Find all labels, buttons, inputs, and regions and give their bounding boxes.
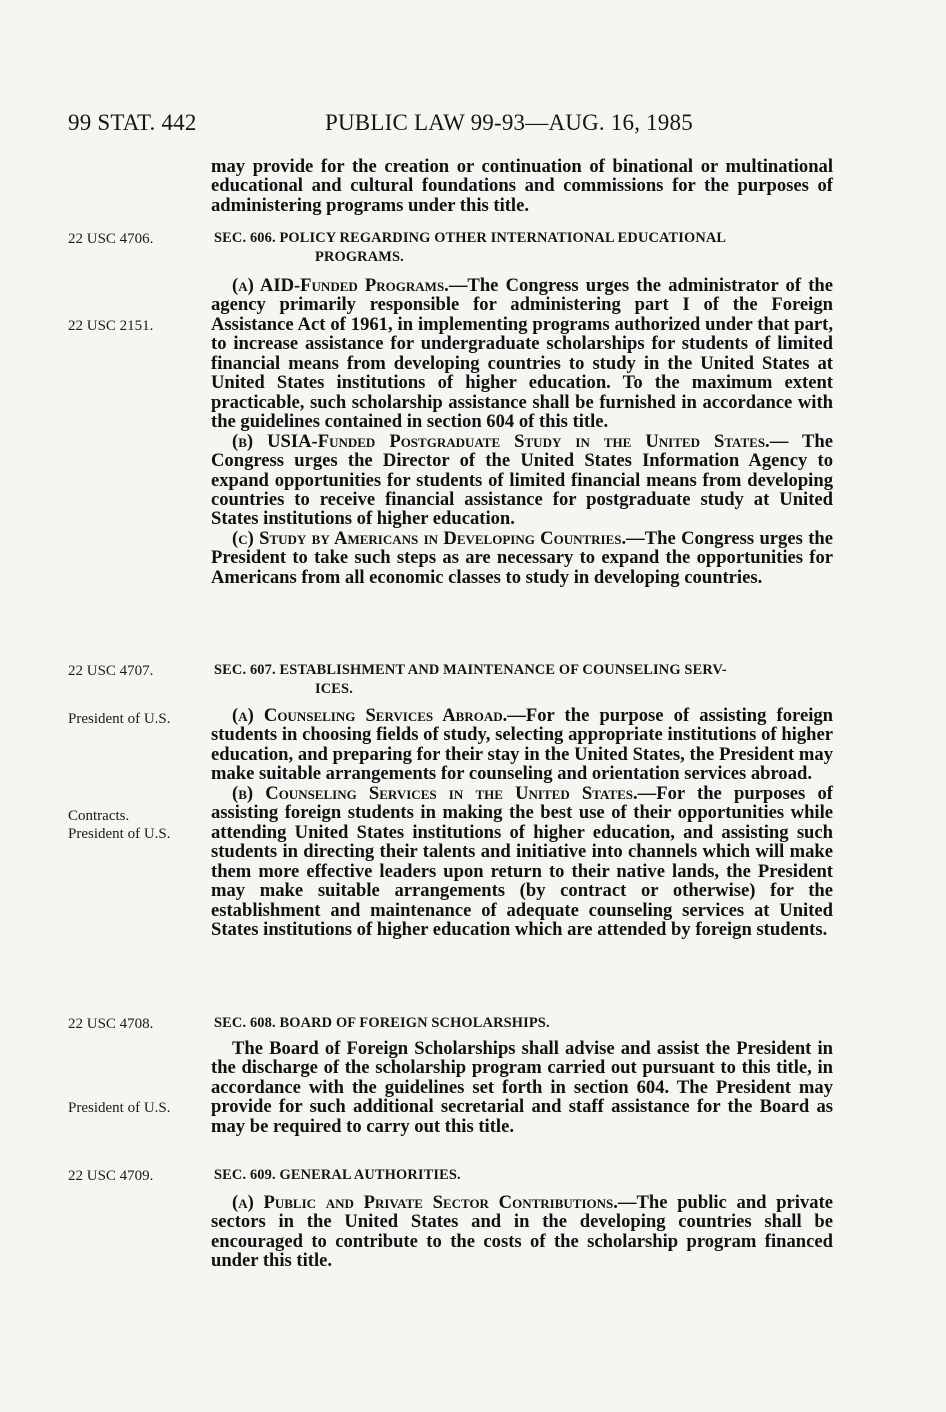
section-606-a [211,276,833,432]
section-607-b-label: (b) Counseling Services in the United States. [232,782,638,804]
stat-page-number: 99 STAT. 442 [68,110,197,135]
section-606-c-label: (c) Study by Americans in Developing Countries. [232,527,627,549]
section-606-heading-line2: PROGRAMS. [315,249,404,265]
margin-note-president-2: President of U.S. [68,826,171,842]
margin-note-usc-4706: 22 USC 4706. [68,231,154,247]
margin-note-contracts: Contracts. [68,808,130,824]
margin-note-usc-4707: 22 USC 4707. [68,663,154,679]
section-609-a-label: (a) Public and Private Sector Contributions. [232,1192,618,1213]
section-608-text: The Board of Foreign Scholarships shall advise and assist the President in the discharge of the scholarship program carried out pursuant to this title, in accordance with the guidelines set forth in section 604. The President may provide for such additional secretarial and staff assistance for the Board as may be required to carry out this title. [211,1038,833,1137]
section-607-a-text: —For the purpose of assisting foreign students in choosing fields of study, selecting appropriate institutions of higher education, and preparing for their stay in the United States, the President may make suitable arrangements for counseling and orientation services abroad. [211,705,834,785]
section-607-a [211,706,833,784]
section-607-b [211,784,833,940]
section-609-heading: SEC. 609. GENERAL AUTHORITIES. [214,1167,461,1183]
section-607-b-text: —For the purposes of assisting foreign students in making the best use of their opportunities while attending United States institutions of higher education, and assisting such students in directing their talents and initiative into channels which will make them more effective leaders upon return to their native lands, the President may make suitable arrangements (by contract or otherwise) for the establishment and maintenance of adequate counseling services at United States institutions of higher education which are attended by foreign students. [211,782,833,940]
margin-note-president-3: President of U.S. [68,1100,171,1116]
section-606-b-label: (b) USIA-Funded Postgraduate Study in the United States. [232,430,770,452]
section-606-a-label: (a) AID-Funded Programs. [232,275,449,296]
margin-note-president: President of U.S. [68,711,171,727]
section-607-heading-line1: SEC. 607. ESTABLISHMENT AND MAINTENANCE OF COUNSELING SERV- [214,662,727,678]
section-606-c [211,529,833,587]
intro-paragraph [211,157,833,215]
section-608-heading: SEC. 608. BOARD OF FOREIGN SCHOLARSHIPS. [214,1015,550,1031]
running-head-title: PUBLIC LAW 99-93—AUG. 16, 1985 [325,110,693,135]
section-608-body [211,1039,833,1136]
section-606-heading-line1: SEC. 606. POLICY REGARDING OTHER INTERNATIONAL EDUCATIONAL [214,230,727,246]
section-607-body [211,706,833,939]
section-606-b-text: — The Congress urges the Director of the United States Information Agency to expand opportunities for students of limited financial means from developing countries to receive financial assistance for postgraduate study at United States institutions of higher education. [211,430,833,530]
section-606-c-text: —The Congress urges the President to take such steps as are necessary to expand the opportunities for Americans from all economic classes to study in developing countries. [211,527,833,588]
section-607-heading [214,661,836,699]
margin-note-usc-4709: 22 USC 4709. [68,1168,154,1184]
section-607-heading-line2: ICES. [315,681,353,697]
section-607-a-label: (a) Counseling Services Abroad. [232,705,508,726]
section-609-body [211,1193,833,1271]
section-606-a-text: —The Congress urges the administrator of the agency primarily responsible for administering part I of the Foreign Assistance Act of 1961, in implementing programs authorized under that part, to increase assistance for undergraduate scholarships for students of limited financial means from developing countries to study in the United States at United States institutions of higher education. To the maximum extent practicable, such scholarship assistance shall be furnished in accordance with the guidelines contained in section 604 of this title. [211,275,833,433]
section-609-a-text: —The public and private sectors in the United States and in the developing countries shall be encouraged to contribute to the costs of the scholarship program financed under this title. [211,1192,834,1272]
margin-note-usc-4708: 22 USC 4708. [68,1016,154,1032]
section-606-body [211,276,833,587]
margin-note-usc-2151: 22 USC 2151. [68,318,154,334]
intro-text: may provide for the creation or continuation of binational or multinational educational and cultural foundations and commissions for the purposes of administering programs under this title. [211,156,833,216]
section-606-heading [214,229,836,267]
section-606-b [211,432,833,529]
section-609-a [211,1193,833,1271]
